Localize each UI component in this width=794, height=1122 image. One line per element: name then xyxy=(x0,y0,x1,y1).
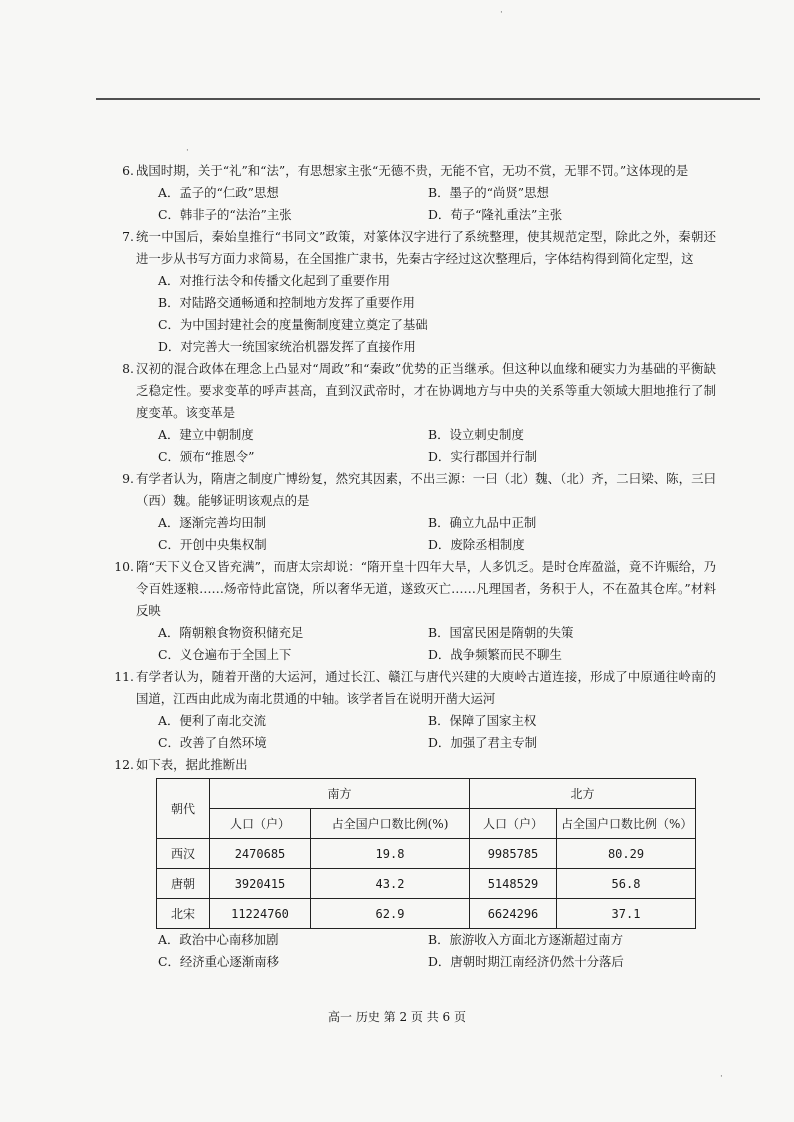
page-footer: 高一 历史 第 2 页 共 6 页 xyxy=(328,1010,466,1024)
header-dynasty: 朝代 xyxy=(157,779,210,839)
question-stem: 统一中国后，秦始皇推行“书同文”政策，对篆体汉字进行了系统整理，使其规范定型，除此之外，秦朝还进一步从书写方面力求简易，在全国推广隶书，先秦古字经过这次整理后，字体结构得到简化定型，这 xyxy=(136,229,716,266)
option-c: C．义仓遍布于全国上下 xyxy=(158,647,292,662)
option-d: D．战争频繁而民不聊生 xyxy=(428,647,562,662)
option-d: D．废除丞相制度 xyxy=(428,537,525,552)
question-number: 10. xyxy=(114,559,134,574)
cell-south-pop: 2470685 xyxy=(210,839,311,869)
scan-speck: · xyxy=(720,1072,723,1082)
cell-north-pop: 9985785 xyxy=(470,839,557,869)
cell-south-pop: 3920415 xyxy=(210,869,311,899)
cell-north-pop: 6624296 xyxy=(470,899,557,929)
cell-dynasty: 北宋 xyxy=(157,899,210,929)
option-d: D．唐朝时期江南经济仍然十分落后 xyxy=(428,954,624,969)
question-12 xyxy=(114,754,716,973)
cell-north-ratio: 56.8 xyxy=(557,869,696,899)
option-a: A．政治中心南移加剧 xyxy=(158,932,279,947)
subheader-north-pop: 人口（户） xyxy=(470,809,557,839)
scan-speck: · xyxy=(500,8,503,18)
options xyxy=(136,929,716,973)
option-a: A．逐渐完善均田制 xyxy=(158,515,267,530)
option-c: C．改善了自然环境 xyxy=(158,735,267,750)
header-rule xyxy=(96,98,760,100)
question-11 xyxy=(114,666,716,754)
header-north: 北方 xyxy=(470,779,696,809)
option-b: B．保障了国家主权 xyxy=(428,713,537,728)
question-9 xyxy=(122,468,716,556)
question-stem: 有学者认为，隋唐之制度广博纷复，然究其因素，不出三源：一曰（北）魏、（北）齐，二曰梁、陈，三曰（西）魏。能够证明该观点的是 xyxy=(136,471,716,508)
table-row xyxy=(157,899,696,929)
option-d: D．对完善大一统国家统治机器发挥了直接作用 xyxy=(158,339,416,354)
question-number: 12. xyxy=(114,757,134,772)
option-a: A．隋朝粮食物资积储充足 xyxy=(158,625,304,640)
table-subheader-row xyxy=(157,809,696,839)
option-a: A．对推行法令和传播文化起到了重要作用 xyxy=(158,273,390,288)
question-stem: 隋“天下义仓又皆充满”，而唐太宗却说：“隋开皇十四年大旱，人多饥乏。是时仓库盈溢，竟不许赈给，乃令百姓逐粮……炀帝恃此富饶，所以奢华无道，遂致灭亡……凡理国者，务积于人，不在盈其仓库。”材料反映 xyxy=(136,559,716,618)
question-stem: 如下表，据此推断出 xyxy=(136,757,248,772)
subheader-south-ratio: 占全国户口数比例(%) xyxy=(311,809,470,839)
question-number: 11. xyxy=(114,669,134,684)
option-c: C．颁布“推恩令” xyxy=(158,449,255,464)
table-header-row xyxy=(157,779,696,809)
cell-south-ratio: 43.2 xyxy=(311,869,470,899)
option-a: A．便利了南北交流 xyxy=(158,713,267,728)
cell-dynasty: 西汉 xyxy=(157,839,210,869)
options xyxy=(136,424,716,468)
question-stem: 战国时期，关于“礼”和“法”，有思想家主张“无德不贵，无能不官，无功不赏，无罪不罚。”这体现的是 xyxy=(136,163,689,178)
population-table xyxy=(156,778,696,929)
option-b: B．墨子的“尚贤”思想 xyxy=(428,185,549,200)
subheader-south-pop: 人口（户） xyxy=(210,809,311,839)
options xyxy=(136,710,716,754)
option-b: B．设立刺史制度 xyxy=(428,427,524,442)
question-7 xyxy=(122,226,716,358)
option-d: D．荀子“隆礼重法”主张 xyxy=(428,207,563,222)
option-c: C．开创中央集权制 xyxy=(158,537,267,552)
option-b: B．旅游收入方面北方逐渐超过南方 xyxy=(428,932,623,947)
option-c: C．韩非子的“法治”主张 xyxy=(158,207,292,222)
options xyxy=(136,512,716,556)
option-b: B．对陆路交通畅通和控制地方发挥了重要作用 xyxy=(158,295,415,310)
option-b: B．国富民困是隋朝的失策 xyxy=(428,625,574,640)
table-row xyxy=(157,869,696,899)
question-number: 9. xyxy=(122,471,134,486)
question-number: 6. xyxy=(122,163,134,178)
option-c: C．为中国封建社会的度量衡制度建立奠定了基础 xyxy=(158,317,428,332)
option-c: C．经济重心逐渐南移 xyxy=(158,954,279,969)
question-10 xyxy=(114,556,716,666)
option-b: B．确立九品中正制 xyxy=(428,515,537,530)
question-8 xyxy=(122,358,716,468)
cell-north-ratio: 37.1 xyxy=(557,899,696,929)
option-a: A．建立中朝制度 xyxy=(158,427,254,442)
cell-south-ratio: 19.8 xyxy=(311,839,470,869)
header-south: 南方 xyxy=(210,779,470,809)
options xyxy=(136,622,716,666)
option-a: A．孟子的“仁政”思想 xyxy=(158,185,279,200)
cell-north-ratio: 80.29 xyxy=(557,839,696,869)
table-row xyxy=(157,839,696,869)
questions-area xyxy=(114,160,716,973)
question-6 xyxy=(122,160,716,226)
subheader-north-ratio: 占全国户口数比例（%） xyxy=(557,809,696,839)
question-number: 7. xyxy=(122,229,134,244)
option-d: D．加强了君主专制 xyxy=(428,735,538,750)
question-number: 8. xyxy=(122,361,134,376)
scan-speck: · xyxy=(186,146,189,156)
cell-south-ratio: 62.9 xyxy=(311,899,470,929)
options xyxy=(136,182,716,226)
question-stem: 有学者认为，随着开凿的大运河，通过长江、赣江与唐代兴建的大庾岭古道连接，形成了中原通往岭南的国道，江西由此成为南北贯通的中轴。该学者旨在说明开凿大运河 xyxy=(136,669,716,706)
option-d: D．实行郡国并行制 xyxy=(428,449,538,464)
question-stem: 汉初的混合政体在理念上凸显对“周政”和“秦政”优势的正当继承。但这种以血缘和硬实力为基础的平衡缺乏稳定性。要求变革的呼声甚高，直到汉武帝时，才在协调地方与中央的关系等重大领域大胆地推行了制度变革。该变革是 xyxy=(136,361,716,420)
cell-dynasty: 唐朝 xyxy=(157,869,210,899)
cell-south-pop: 11224760 xyxy=(210,899,311,929)
cell-north-pop: 5148529 xyxy=(470,869,557,899)
